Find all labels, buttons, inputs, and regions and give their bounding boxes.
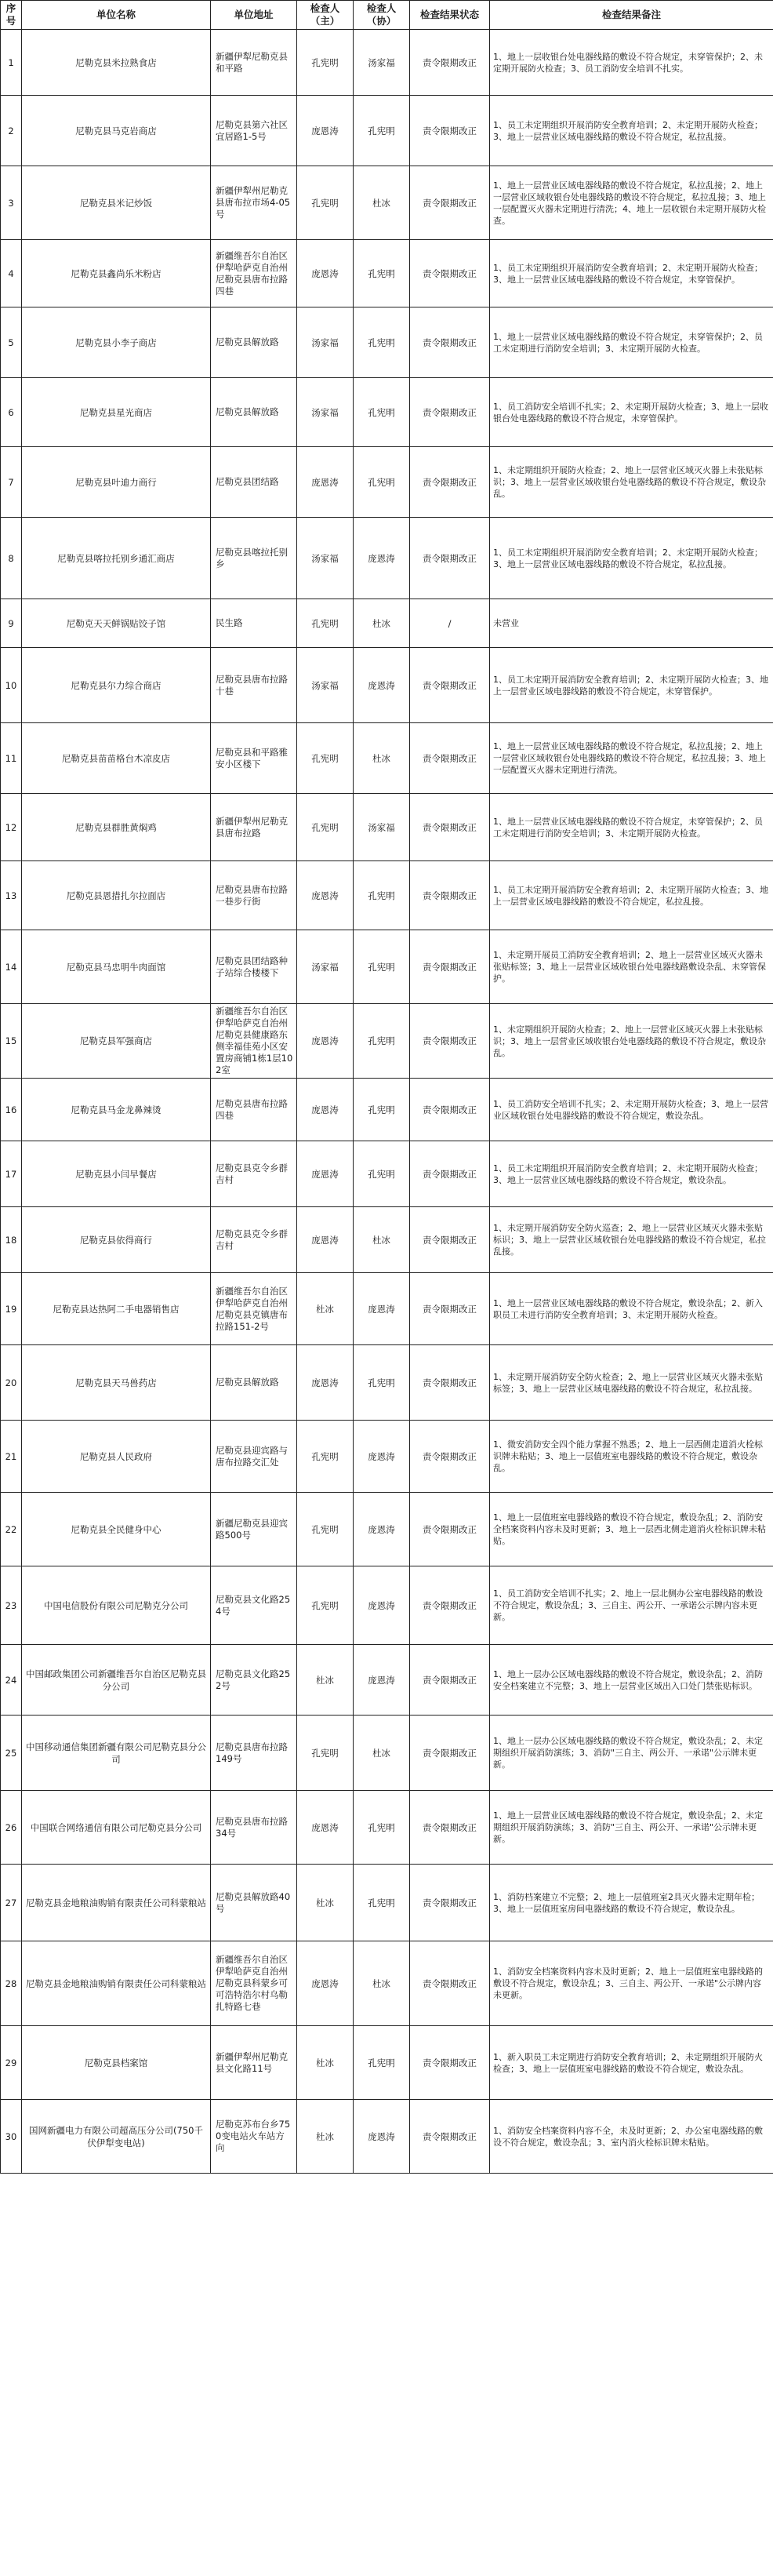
table-row — [1, 1345, 773, 1421]
table-row — [1, 30, 773, 96]
table-row — [1, 1141, 773, 1207]
header-inspector-assist: 检查人（协） — [354, 1, 410, 30]
cell-unit-name: 中国联合网络通信有限公司尼勒克县分公司 — [22, 1791, 211, 1865]
cell-unit-name: 尼勒克县档案馆 — [22, 2026, 211, 2100]
cell-no: 24 — [1, 1645, 22, 1716]
cell-no: 4 — [1, 240, 22, 307]
cell-no: 12 — [1, 794, 22, 861]
cell-unit-name: 尼勒克县人民政府 — [22, 1421, 211, 1493]
cell-unit-address: 新疆尼勒克县迎宾路500号 — [211, 1493, 297, 1566]
cell-inspector-main: 孔宪明 — [297, 166, 354, 240]
cell-inspector-main: 汤家福 — [297, 648, 354, 723]
cell-unit-name: 尼勒克县马金龙鼻辣烫 — [22, 1079, 211, 1141]
table-row — [1, 1493, 773, 1566]
cell-result-note: 1、消防安全档案资料内容不全，未及时更新；2、办公室电器线路的敷设不符合规定，敷设杂乱；3、室内消火栓标识牌未粘贴。 — [490, 2100, 773, 2174]
cell-unit-name: 尼勒克县马忠明牛肉面馆 — [22, 930, 211, 1004]
cell-no: 30 — [1, 2100, 22, 2174]
cell-result-status: / — [410, 599, 490, 648]
cell-unit-name: 尼勒克天天鲜锅贴饺子馆 — [22, 599, 211, 648]
cell-unit-name: 尼勒克县金地粮油购销有限责任公司科蒙粮站 — [22, 1865, 211, 1941]
cell-unit-address: 尼勒克县唐布拉路149号 — [211, 1716, 297, 1791]
cell-no: 19 — [1, 1273, 22, 1345]
cell-inspector-main: 杜冰 — [297, 1865, 354, 1941]
cell-result-status: 责令限期改正 — [410, 166, 490, 240]
cell-result-status: 责令限期改正 — [410, 1141, 490, 1207]
table-row — [1, 1716, 773, 1791]
cell-result-note: 1、员工未定期组织开展消防安全教育培训；2、未定期开展防火检查；3、地上一层营业区域电器线路的敷设不符合规定，私拉乱接。 — [490, 518, 773, 599]
cell-result-note: 1、地上一层营业区域电器线路的敷设不符合规定，敷设杂乱；2、未定期组织开展消防演练；3、消防"三自主、两公开、一承诺"公示牌未更新。 — [490, 1791, 773, 1865]
table-row — [1, 794, 773, 861]
cell-unit-address: 尼勒克县团结路种子站综合楼楼下 — [211, 930, 297, 1004]
cell-inspector-main: 汤家福 — [297, 930, 354, 1004]
table-header-row — [1, 1, 773, 30]
cell-unit-address: 尼勒克县和平路雅安小区楼下 — [211, 723, 297, 794]
cell-unit-address: 尼勒克县文化路252号 — [211, 1645, 297, 1716]
cell-result-status: 责令限期改正 — [410, 1004, 490, 1079]
cell-inspector-assist: 孔宪明 — [354, 447, 410, 518]
cell-result-note: 1、未定期组织开展防火检查；2、地上一层营业区域灭火器上未张贴标识；3、地上一层营业区域收银台处电器线路的敷设不符合规定，敷设杂乱。 — [490, 447, 773, 518]
cell-unit-address: 新疆伊犁州尼勒克县唐布拉市场4-05号 — [211, 166, 297, 240]
cell-unit-address: 新疆维吾尔自治区伊犁哈萨克自治州尼勒克县唐布拉路四巷 — [211, 240, 297, 307]
header-no: 序号 — [1, 1, 22, 30]
cell-unit-address: 新疆伊犁州尼勒克县唐布拉路 — [211, 794, 297, 861]
table-row — [1, 930, 773, 1004]
cell-no: 27 — [1, 1865, 22, 1941]
cell-unit-address: 新疆伊犁州尼勒克县文化路11号 — [211, 2026, 297, 2100]
cell-result-note: 未营业 — [490, 599, 773, 648]
cell-inspector-assist: 杜冰 — [354, 1941, 410, 2026]
cell-result-status: 责令限期改正 — [410, 861, 490, 930]
cell-inspector-main: 汤家福 — [297, 378, 354, 447]
cell-no: 29 — [1, 2026, 22, 2100]
cell-inspector-assist: 庞恩涛 — [354, 1645, 410, 1716]
cell-inspector-main: 杜冰 — [297, 1273, 354, 1345]
cell-inspector-main: 孔宪明 — [297, 1421, 354, 1493]
cell-result-note: 1、未定期开展消防安全防火检查；2、地上一层营业区域灭火器未张贴标签；3、地上一层营业区域电器线路的敷设不符合规定，私拉乱接。 — [490, 1345, 773, 1421]
cell-inspector-assist: 孔宪明 — [354, 378, 410, 447]
cell-result-note: 1、员工未定期组织开展消防安全教育培训；2、未定期开展防火检查；3、地上一层营业区域电器线路的敷设不符合规定，敷设杂乱。 — [490, 1141, 773, 1207]
cell-inspector-assist: 庞恩涛 — [354, 1493, 410, 1566]
cell-no: 17 — [1, 1141, 22, 1207]
cell-unit-address: 尼勒克县第六社区宜居路1-5号 — [211, 96, 297, 166]
cell-unit-name: 尼勒克县小李子商店 — [22, 307, 211, 378]
cell-inspector-main: 杜冰 — [297, 2100, 354, 2174]
cell-result-status: 责令限期改正 — [410, 1421, 490, 1493]
table-row — [1, 307, 773, 378]
table-row — [1, 166, 773, 240]
cell-inspector-main: 孔宪明 — [297, 794, 354, 861]
cell-no: 11 — [1, 723, 22, 794]
cell-inspector-main: 孔宪明 — [297, 1716, 354, 1791]
cell-inspector-assist: 杜冰 — [354, 166, 410, 240]
cell-no: 7 — [1, 447, 22, 518]
cell-unit-name: 尼勒克县依得商行 — [22, 1207, 211, 1273]
cell-result-note: 1、地上一层营业区域电器线路的敷设不符合规定，敷设杂乱；2、新入职员工未进行消防安全教育培训；3、未定期开展防火检查。 — [490, 1273, 773, 1345]
cell-result-status: 责令限期改正 — [410, 1791, 490, 1865]
cell-inspector-main: 孔宪明 — [297, 1566, 354, 1645]
cell-unit-name: 中国移动通信集团新疆有限公司尼勒克县分公司 — [22, 1716, 211, 1791]
cell-inspector-assist: 庞恩涛 — [354, 1273, 410, 1345]
cell-no: 18 — [1, 1207, 22, 1273]
cell-inspector-main: 杜冰 — [297, 2026, 354, 2100]
cell-unit-address: 尼勒克县迎宾路与唐布拉路交汇处 — [211, 1421, 297, 1493]
cell-inspector-assist: 孔宪明 — [354, 1004, 410, 1079]
table-row — [1, 2026, 773, 2100]
cell-result-note: 1、未定期开展员工消防安全教育培训；2、地上一层营业区域灭火器未张贴标签；3、地上一层营业区域收银台处电器线路敷设杂乱、未穿管保护。 — [490, 930, 773, 1004]
cell-result-status: 责令限期改正 — [410, 2026, 490, 2100]
cell-result-note: 1、地上一层营业区域电器线路的敷设不符合规定，未穿管保护；2、员工未定期进行消防安全培训；3、未定期开展防火检查。 — [490, 307, 773, 378]
table-row — [1, 648, 773, 723]
cell-inspector-assist: 庞恩涛 — [354, 1421, 410, 1493]
table-row — [1, 1421, 773, 1493]
cell-result-note: 1、未定期开展消防安全防火巡查；2、地上一层营业区域灭火器未张贴标识；3、地上一层营业区域收银台处电器线路的敷设不符合规定，私拉乱接。 — [490, 1207, 773, 1273]
cell-no: 20 — [1, 1345, 22, 1421]
cell-inspector-assist: 孔宪明 — [354, 96, 410, 166]
table-row — [1, 1273, 773, 1345]
cell-inspector-main: 庞恩涛 — [297, 96, 354, 166]
cell-result-status: 责令限期改正 — [410, 1079, 490, 1141]
cell-result-status: 责令限期改正 — [410, 1716, 490, 1791]
cell-unit-address: 尼勒克县唐布拉路一巷步行街 — [211, 861, 297, 930]
cell-inspector-assist: 庞恩涛 — [354, 518, 410, 599]
table-row — [1, 2100, 773, 2174]
cell-unit-name: 尼勒克县群胜黄焖鸡 — [22, 794, 211, 861]
cell-no: 13 — [1, 861, 22, 930]
cell-inspector-assist: 孔宪明 — [354, 1141, 410, 1207]
cell-inspector-main: 孔宪明 — [297, 723, 354, 794]
cell-no: 14 — [1, 930, 22, 1004]
cell-result-status: 责令限期改正 — [410, 723, 490, 794]
table-row — [1, 1566, 773, 1645]
cell-unit-name: 尼勒克县叶迪力商行 — [22, 447, 211, 518]
cell-no: 8 — [1, 518, 22, 599]
cell-result-note: 1、员工未定期开展消防安全教育培训；2、未定期开展防火检查；3、地上一层营业区域电器线路的敷设不符合规定，未穿管保护。 — [490, 648, 773, 723]
cell-result-status: 责令限期改正 — [410, 518, 490, 599]
cell-result-note: 1、员工消防安全培训不扎实；2、未定期开展防火检查；3、地上一层收银台处电器线路的敷设不符合规定，未穿管保护。 — [490, 378, 773, 447]
cell-inspector-assist: 杜冰 — [354, 723, 410, 794]
cell-inspector-main: 庞恩涛 — [297, 1345, 354, 1421]
cell-no: 21 — [1, 1421, 22, 1493]
cell-unit-name: 国网新疆电力有限公司超高压分公司(750千伏伊犁变电站) — [22, 2100, 211, 2174]
table-row — [1, 1207, 773, 1273]
cell-inspector-main: 汤家福 — [297, 307, 354, 378]
table-row — [1, 861, 773, 930]
cell-unit-name: 尼勒克县米记炒饭 — [22, 166, 211, 240]
cell-unit-address: 尼勒克县唐布拉路十巷 — [211, 648, 297, 723]
cell-result-status: 责令限期改正 — [410, 1207, 490, 1273]
cell-unit-name: 尼勒克县恩措扎尔拉面店 — [22, 861, 211, 930]
cell-inspector-assist: 庞恩涛 — [354, 648, 410, 723]
cell-inspector-assist: 孔宪明 — [354, 240, 410, 307]
cell-result-note: 1、地上一层收银台处电器线路的敷设不符合规定，未穿管保护；2、未定期开展防火检查；3、员工消防安全培训不扎实。 — [490, 30, 773, 96]
cell-unit-name: 尼勒克县星光商店 — [22, 378, 211, 447]
cell-result-status: 责令限期改正 — [410, 307, 490, 378]
cell-result-note: 1、消防安全档案资料内容未及时更新；2、地上一层值班室电器线路的敷设不符合规定，敷设杂乱；3、三自主、两公开、一承诺"公示牌内容未更新。 — [490, 1941, 773, 2026]
cell-result-note: 1、微安消防安全四个能力掌握不熟悉；2、地上一层西侧走道消火栓标识牌未粘贴；3、地上一层值班室电器线路的敷设不符合规定，敷设杂乱。 — [490, 1421, 773, 1493]
cell-unit-address: 尼勒克县解放路 — [211, 378, 297, 447]
cell-unit-name: 尼勒克县小闫早餐店 — [22, 1141, 211, 1207]
cell-inspector-main: 庞恩涛 — [297, 240, 354, 307]
cell-inspector-assist: 杜冰 — [354, 599, 410, 648]
cell-inspector-main: 孔宪明 — [297, 599, 354, 648]
cell-inspector-assist: 孔宪明 — [354, 930, 410, 1004]
cell-no: 16 — [1, 1079, 22, 1141]
cell-result-status: 责令限期改正 — [410, 1865, 490, 1941]
cell-unit-address: 尼勒克县喀拉托别乡 — [211, 518, 297, 599]
cell-inspector-assist: 汤家福 — [354, 794, 410, 861]
cell-result-note: 1、地上一层办公区域电器线路的敷设不符合规定，敷设杂乱；2、消防安全档案建立不完整；3、地上一层营业区域出入口处门禁张贴标识。 — [490, 1645, 773, 1716]
cell-unit-address: 尼勒克县克令乡群吉村 — [211, 1141, 297, 1207]
cell-unit-name: 尼勒克县喀拉托别乡通汇商店 — [22, 518, 211, 599]
cell-result-note: 1、员工未定期开展消防安全教育培训；2、未定期开展防火检查；3、地上一层营业区域电器线路的敷设不符合规定，私拉乱接。 — [490, 861, 773, 930]
header-unit-address: 单位地址 — [211, 1, 297, 30]
cell-result-note: 1、员工消防安全培训不扎实；2、未定期开展防火检查；3、地上一层营业区域收银台处电器线路的敷设不符合规定，敷设杂乱。 — [490, 1079, 773, 1141]
table-row — [1, 599, 773, 648]
cell-unit-name: 尼勒克县全民健身中心 — [22, 1493, 211, 1566]
cell-result-note: 1、员工未定期组织开展消防安全教育培训；2、未定期开展防火检查；3、地上一层营业区域电器线路的敷设不符合规定，私拉乱接。 — [490, 96, 773, 166]
table-row — [1, 1865, 773, 1941]
cell-result-note: 1、未定期组织开展防火检查；2、地上一层营业区域灭火器上未张贴标识；3、地上一层营业区域收银台处电器线路的敷设不符合规定，敷设杂乱。 — [490, 1004, 773, 1079]
cell-inspector-main: 庞恩涛 — [297, 447, 354, 518]
cell-result-note: 1、新入职员工未定期进行消防安全教育培训；2、未定期组织开展防火检查；3、地上一层值班室电器线路的敷设不符合规定，敷设杂乱。 — [490, 2026, 773, 2100]
cell-result-status: 责令限期改正 — [410, 1645, 490, 1716]
cell-unit-address: 新疆维吾尔自治区伊犁哈萨克自治州尼勒克县克镇唐布拉路151-2号 — [211, 1273, 297, 1345]
cell-unit-address: 尼勒克县唐布拉路四巷 — [211, 1079, 297, 1141]
cell-result-note: 1、地上一层营业区域电器线路的敷设不符合规定，私拉乱接；2、地上一层营业区域收银台处电器线路的敷设不符合规定，私拉乱接；3、地上一层配置灭火器未定期进行清洗。 — [490, 723, 773, 794]
cell-result-status: 责令限期改正 — [410, 2100, 490, 2174]
table-row — [1, 1004, 773, 1079]
cell-result-status: 责令限期改正 — [410, 794, 490, 861]
cell-result-status: 责令限期改正 — [410, 30, 490, 96]
header-unit-name: 单位名称 — [22, 1, 211, 30]
table-row — [1, 378, 773, 447]
table-row — [1, 1645, 773, 1716]
cell-no: 9 — [1, 599, 22, 648]
table-row — [1, 447, 773, 518]
cell-inspector-assist: 孔宪明 — [354, 307, 410, 378]
table-row — [1, 96, 773, 166]
table-row — [1, 723, 773, 794]
cell-result-note: 1、地上一层营业区域电器线路的敷设不符合规定，私拉乱接；2、地上一层营业区域收银台处电器线路的敷设不符合规定，私拉乱接；3、地上一层配置灭火器未定期进行清洗；4、地上一层收银台未定期开展防火检查。 — [490, 166, 773, 240]
cell-no: 15 — [1, 1004, 22, 1079]
header-inspector-main: 检查人（主） — [297, 1, 354, 30]
cell-result-status: 责令限期改正 — [410, 240, 490, 307]
cell-result-status: 责令限期改正 — [410, 1941, 490, 2026]
cell-result-status: 责令限期改正 — [410, 447, 490, 518]
cell-unit-address: 新疆维吾尔自治区伊犁哈萨克自治州尼勒克县健康路东侧幸福佳苑小区安置房商铺1栋1层102室 — [211, 1004, 297, 1079]
cell-unit-name: 尼勒克县鑫尚乐米粉店 — [22, 240, 211, 307]
cell-unit-name: 中国邮政集团公司新疆维吾尔自治区尼勒克县分公司 — [22, 1645, 211, 1716]
cell-inspector-assist: 杜冰 — [354, 1207, 410, 1273]
cell-no: 10 — [1, 648, 22, 723]
cell-unit-name: 尼勒克县天马兽药店 — [22, 1345, 211, 1421]
table-row — [1, 518, 773, 599]
cell-result-note: 1、消防档案建立不完整；2、地上一层值班室2具灭火器未定期年检；3、地上一层值班室房间电器线路的敷设不符合规定，敷设杂乱。 — [490, 1865, 773, 1941]
cell-unit-address: 民生路 — [211, 599, 297, 648]
cell-inspector-main: 庞恩涛 — [297, 1791, 354, 1865]
cell-no: 3 — [1, 166, 22, 240]
cell-unit-name: 中国电信股份有限公司尼勒克分公司 — [22, 1566, 211, 1645]
cell-inspector-main: 孔宪明 — [297, 30, 354, 96]
cell-inspector-main: 汤家福 — [297, 518, 354, 599]
header-result-status: 检查结果状态 — [410, 1, 490, 30]
cell-inspector-main: 庞恩涛 — [297, 1004, 354, 1079]
cell-result-status: 责令限期改正 — [410, 1493, 490, 1566]
cell-result-status: 责令限期改正 — [410, 1273, 490, 1345]
cell-inspector-main: 杜冰 — [297, 1645, 354, 1716]
cell-inspector-assist: 孔宪明 — [354, 1791, 410, 1865]
cell-inspector-assist: 庞恩涛 — [354, 1566, 410, 1645]
cell-inspector-main: 孔宪明 — [297, 1493, 354, 1566]
cell-result-note: 1、地上一层办公区域电器线路的敷设不符合规定，敷设杂乱；2、未定期组织开展消防演练；3、消防"三自主、两公开、一承诺"公示牌未更新。 — [490, 1716, 773, 1791]
cell-unit-address: 尼勒克县解放路40号 — [211, 1865, 297, 1941]
cell-unit-name: 尼勒克县金地粮油购销有限责任公司科蒙粮站 — [22, 1941, 211, 2026]
cell-result-note: 1、员工未定期组织开展消防安全教育培训；2、未定期开展防火检查；3、地上一层营业区域电器线路的敷设不符合规定，未穿管保护。 — [490, 240, 773, 307]
cell-no: 25 — [1, 1716, 22, 1791]
cell-result-note: 1、地上一层值班室电器线路的敷设不符合规定，敷设杂乱；2、消防安全档案资料内容未及时更新；3、地上一层西北侧走道消火栓标识牌未粘贴。 — [490, 1493, 773, 1566]
cell-unit-name: 尼勒克县军强商店 — [22, 1004, 211, 1079]
cell-no: 1 — [1, 30, 22, 96]
cell-unit-address: 尼勒克县团结路 — [211, 447, 297, 518]
cell-unit-address: 新疆维吾尔自治区伊犁哈萨克自治州尼勒克县科蒙乡可可浩特浩尔村乌勒扎特路七巷 — [211, 1941, 297, 2026]
cell-inspector-assist: 庞恩涛 — [354, 2100, 410, 2174]
table-row — [1, 240, 773, 307]
cell-inspector-assist: 孔宪明 — [354, 1079, 410, 1141]
cell-unit-name: 尼勒克县马克岩商店 — [22, 96, 211, 166]
cell-inspector-main: 庞恩涛 — [297, 1079, 354, 1141]
cell-unit-name: 尼勒克县米拉熟食店 — [22, 30, 211, 96]
cell-inspector-assist: 杜冰 — [354, 1716, 410, 1791]
cell-unit-address: 新疆伊犁尼勒克县和平路 — [211, 30, 297, 96]
cell-unit-address: 尼勒克县解放路 — [211, 307, 297, 378]
cell-no: 2 — [1, 96, 22, 166]
cell-inspector-assist: 孔宪明 — [354, 2026, 410, 2100]
cell-unit-name: 尼勒克县苗苗格台木凉皮店 — [22, 723, 211, 794]
cell-inspector-assist: 孔宪明 — [354, 1345, 410, 1421]
cell-unit-name: 尼勒克县达热阿二手电器销售店 — [22, 1273, 211, 1345]
cell-unit-address: 尼勒克苏布台乡750变电站火车站方向 — [211, 2100, 297, 2174]
table-row — [1, 1079, 773, 1141]
cell-no: 6 — [1, 378, 22, 447]
header-result-note: 检查结果备注 — [490, 1, 773, 30]
cell-result-status: 责令限期改正 — [410, 378, 490, 447]
table-row — [1, 1941, 773, 2026]
cell-result-status: 责令限期改正 — [410, 648, 490, 723]
cell-inspector-main: 庞恩涛 — [297, 1207, 354, 1273]
cell-inspector-assist: 孔宪明 — [354, 1865, 410, 1941]
cell-no: 23 — [1, 1566, 22, 1645]
cell-result-note: 1、地上一层营业区域电器线路的敷设不符合规定，未穿管保护；2、员工未定期进行消防安全培训；3、未定期开展防火检查。 — [490, 794, 773, 861]
cell-unit-address: 尼勒克县唐布拉路34号 — [211, 1791, 297, 1865]
cell-inspector-assist: 孔宪明 — [354, 861, 410, 930]
cell-result-status: 责令限期改正 — [410, 1345, 490, 1421]
cell-inspector-main: 庞恩涛 — [297, 861, 354, 930]
cell-no: 26 — [1, 1791, 22, 1865]
table-row — [1, 1791, 773, 1865]
cell-no: 22 — [1, 1493, 22, 1566]
cell-result-status: 责令限期改正 — [410, 1566, 490, 1645]
cell-no: 28 — [1, 1941, 22, 2026]
cell-unit-address: 尼勒克县文化路254号 — [211, 1566, 297, 1645]
cell-no: 5 — [1, 307, 22, 378]
cell-inspector-main: 庞恩涛 — [297, 1941, 354, 2026]
cell-unit-address: 尼勒克县解放路 — [211, 1345, 297, 1421]
cell-result-note: 1、员工消防安全培训不扎实；2、地上一层北侧办公室电器线路的敷设不符合规定，敷设杂乱；3、三自主、两公开、一承诺公示牌内容未更新。 — [490, 1566, 773, 1645]
cell-unit-name: 尼勒克县尔力综合商店 — [22, 648, 211, 723]
cell-unit-address: 尼勒克县克令乡群吉村 — [211, 1207, 297, 1273]
cell-result-status: 责令限期改正 — [410, 96, 490, 166]
cell-result-status: 责令限期改正 — [410, 930, 490, 1004]
cell-inspector-main: 庞恩涛 — [297, 1141, 354, 1207]
cell-inspector-assist: 汤家福 — [354, 30, 410, 96]
